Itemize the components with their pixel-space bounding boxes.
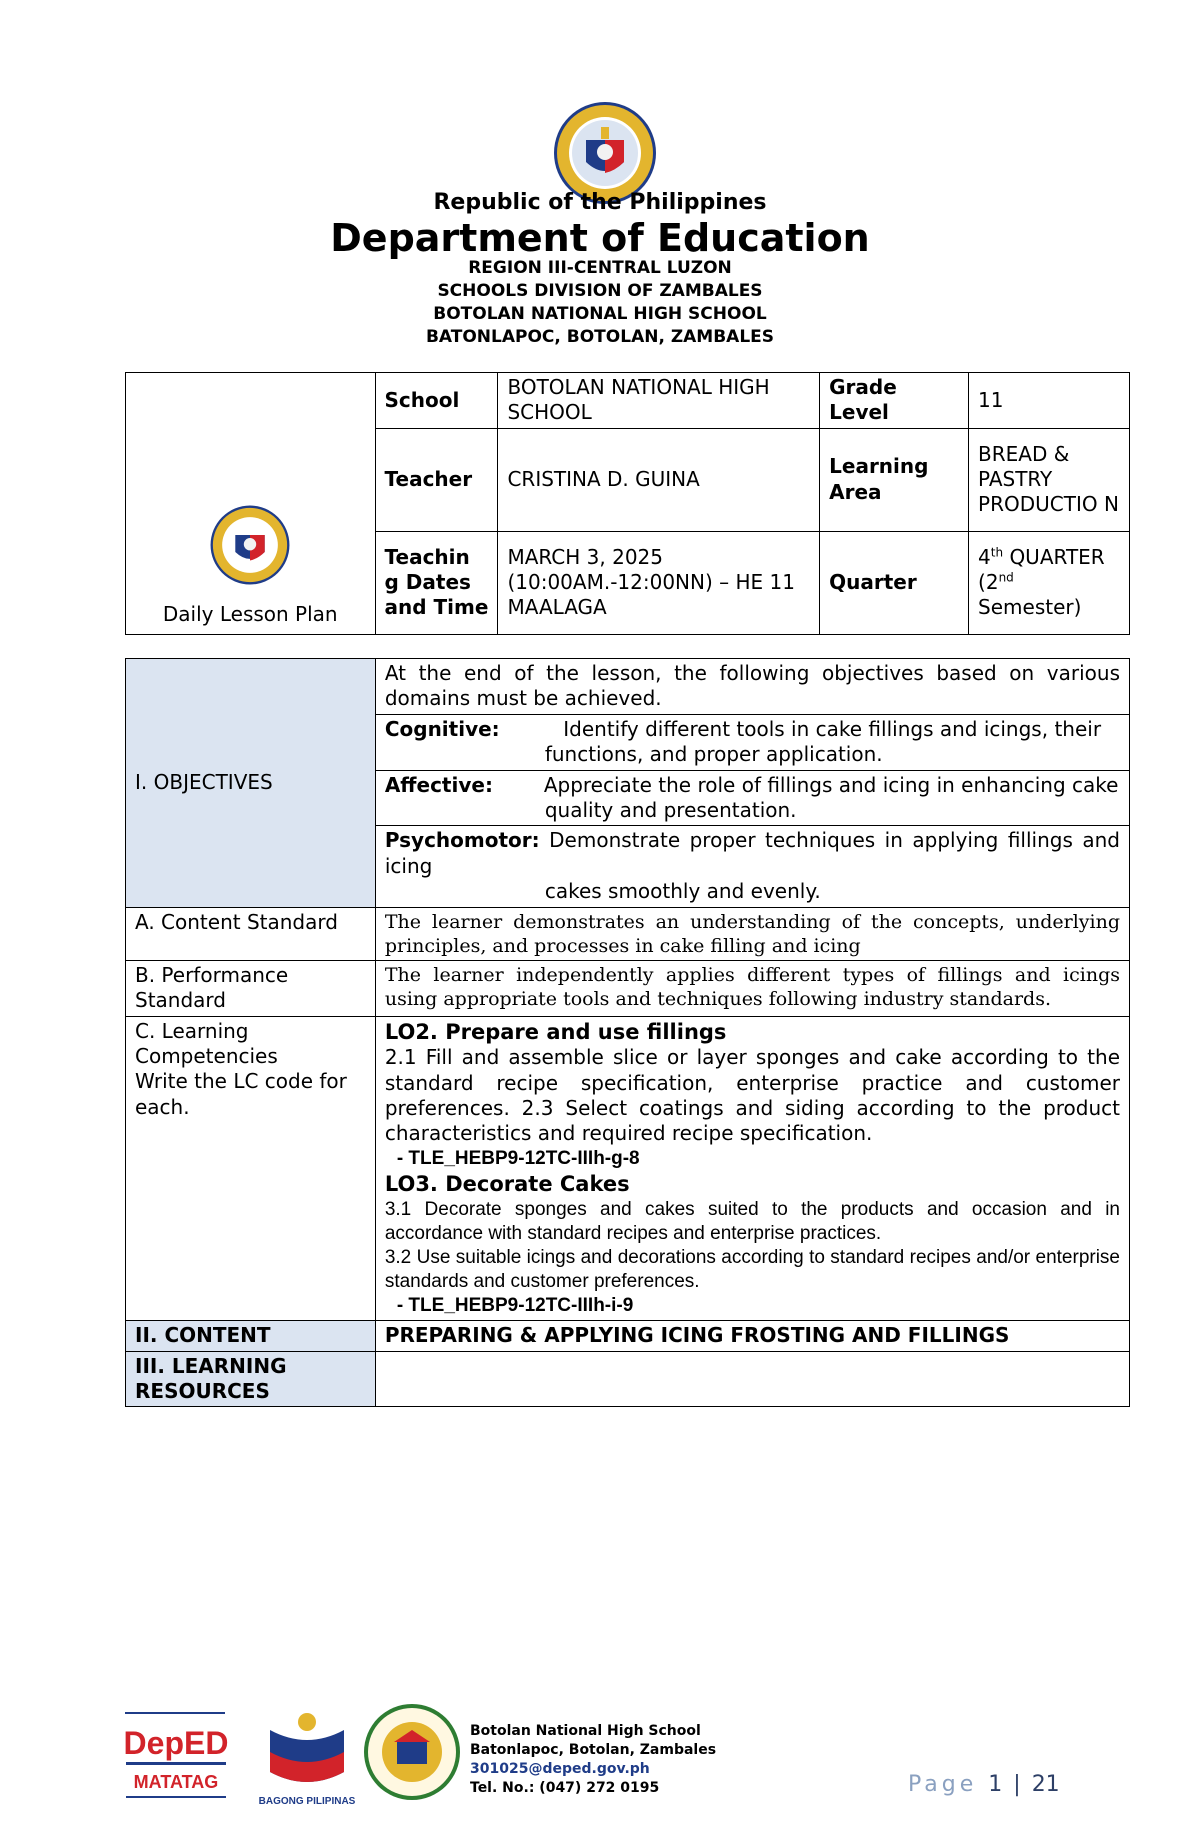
department-heading: Department of Education [330, 216, 870, 260]
learning-competencies-content [375, 1016, 1129, 1321]
school-value: BOTOLAN NATIONAL HIGH SCHOOL [498, 373, 820, 429]
lo2-title: LO2. Prepare and use fillings [384, 1019, 727, 1044]
quarter-word: QUARTER [1009, 544, 1105, 569]
performance-standard-label [126, 960, 376, 1016]
affective-objective [375, 770, 1129, 826]
dlp-cell [126, 373, 376, 635]
cognitive-text: Identify different tools in cake fillings and icings, their [563, 716, 1102, 741]
page-current: 1 [988, 1772, 1003, 1797]
learning-competencies-label: C. Learning Competencies [135, 1018, 278, 1068]
learning-resources-label: III. LEARNING RESOURCES [126, 1351, 376, 1407]
content-standard-label: A. Content Standard [126, 907, 376, 960]
teaching-dates-label: Teachin g Dates and Time [375, 531, 498, 634]
lo2-text: 2.1 Fill and assemble slice or layer sponges and cake according to the standard recipe specification, enterprise practice and customer preferences. 2.3 Select coatings and siding according to the product characteristics and required recipe specification. [384, 1045, 1120, 1146]
objectives-label: I. OBJECTIVES [126, 659, 376, 908]
semester-suffix: nd [998, 570, 1014, 585]
republic-heading: Republic of the Philippines [433, 190, 767, 215]
learning-resources-value [375, 1351, 1129, 1407]
page-word: Page [908, 1772, 978, 1797]
footer-school-address: Batonlapoc, Botolan, Zambales [470, 1742, 717, 1759]
footer-school-info [470, 1722, 716, 1798]
content-standard-text: The learner demonstrates an understanding of the concepts, underlying principles, and processes in cake filling and icing [375, 907, 1129, 960]
lo3-item-2: 3.2 Use suitable icings and decorations according to standard recipes and/or enterprise standards and customer preferences. [384, 1246, 1120, 1292]
learning-competencies-cell [126, 1016, 376, 1321]
page-number [908, 1772, 1060, 1797]
content-label: II. CONTENT [126, 1321, 376, 1351]
deped-matatag-logo [120, 1712, 232, 1810]
deped-wordmark: DepED [123, 1725, 229, 1761]
psychomotor-objective [375, 826, 1129, 907]
teacher-value: CRISTINA D. GUINA [498, 428, 820, 531]
teacher-label: Teacher [375, 428, 498, 531]
bnhs-seal-logo [362, 1702, 462, 1802]
performance-standard-text-label: B. Performance Standard [135, 962, 289, 1013]
lo3-item-1: 3.1 Decorate sponges and cakes suited to the products and occasion and in accordance with standard recipes and enterprise practices. [384, 1198, 1120, 1244]
semester-close: Semester) [978, 595, 1082, 620]
quarter-label: Quarter [820, 531, 969, 634]
lc-code-note: Write the LC code for each. [135, 1069, 347, 1119]
grade-value: 11 [969, 373, 1130, 429]
lo2-code: - TLE_HEBP9-12TC-IIIh-g-8 [396, 1147, 640, 1169]
quarter-value [969, 531, 1130, 634]
region-heading: REGION III-CENTRAL LUZON [468, 258, 732, 278]
division-heading: SCHOOLS DIVISION OF ZAMBALES [437, 281, 763, 301]
content-value: PREPARING & APPLYING ICING FROSTING AND FILLINGS [375, 1321, 1129, 1351]
page-total: 21 [1031, 1772, 1060, 1797]
dlp-label: Daily Lesson Plan [162, 602, 338, 627]
semester-open: (2 [978, 570, 999, 595]
affective-text: Appreciate the role of fillings and icing in enhancing cake [543, 772, 1119, 797]
quarter-suffix: th [990, 545, 1004, 560]
matatag-wordmark: MATATAG [133, 1772, 219, 1792]
cognitive-label: Cognitive: [384, 716, 500, 741]
psychomotor-text: Demonstrate proper techniques in applying fillings and icing [384, 828, 1120, 878]
bagong-pilipinas-text: BAGONG PILIPINAS [258, 1796, 356, 1807]
footer-telephone: Tel. No.: (047) 272 0195 [470, 1780, 660, 1797]
psychomotor-continuation: cakes smoothly and evenly. [544, 879, 821, 904]
affective-continuation: quality and presentation. [544, 797, 797, 822]
bagong-pilipinas-logo [252, 1700, 362, 1810]
performance-standard-text: The learner independently applies different types of fillings and icings using appropriate tools and techniques following industry standards. [375, 960, 1129, 1016]
quarter-number: 4 [978, 544, 991, 569]
page-separator: | [1013, 1772, 1021, 1797]
footer-email[interactable]: 301025@deped.gov.ph [470, 1761, 650, 1778]
teaching-dates-value: MARCH 3, 2025 (10:00AM.-12:00NN) – HE 11 MAALAGA [498, 531, 820, 634]
lo3-title: LO3. Decorate Cakes [384, 1171, 630, 1196]
psychomotor-label: Psychomotor: [384, 828, 540, 853]
cognitive-objective [375, 714, 1129, 770]
address-heading: BATONLAPOC, BOTOLAN, ZAMBALES [425, 327, 775, 347]
lesson-plan-table [125, 658, 1130, 1407]
school-heading: BOTOLAN NATIONAL HIGH SCHOOL [433, 304, 767, 324]
school-label: School [375, 373, 498, 429]
deped-seal-small-logo [209, 504, 291, 586]
cognitive-continuation: functions, and proper application. [544, 742, 883, 767]
learning-area-label: Learning Area [820, 428, 969, 531]
affective-label: Affective: [384, 772, 493, 797]
learning-area-value: BREAD & PASTRY PRODUCTIO N [969, 428, 1130, 531]
grade-label: Grade Level [820, 373, 969, 429]
lo3-code: - TLE_HEBP9-12TC-IIIh-i-9 [396, 1295, 634, 1317]
footer-school-name: Botolan National High School [470, 1723, 701, 1739]
lesson-info-table [125, 372, 1130, 635]
objectives-intro: At the end of the lesson, the following objectives based on various domains must be achieved. [375, 659, 1129, 715]
